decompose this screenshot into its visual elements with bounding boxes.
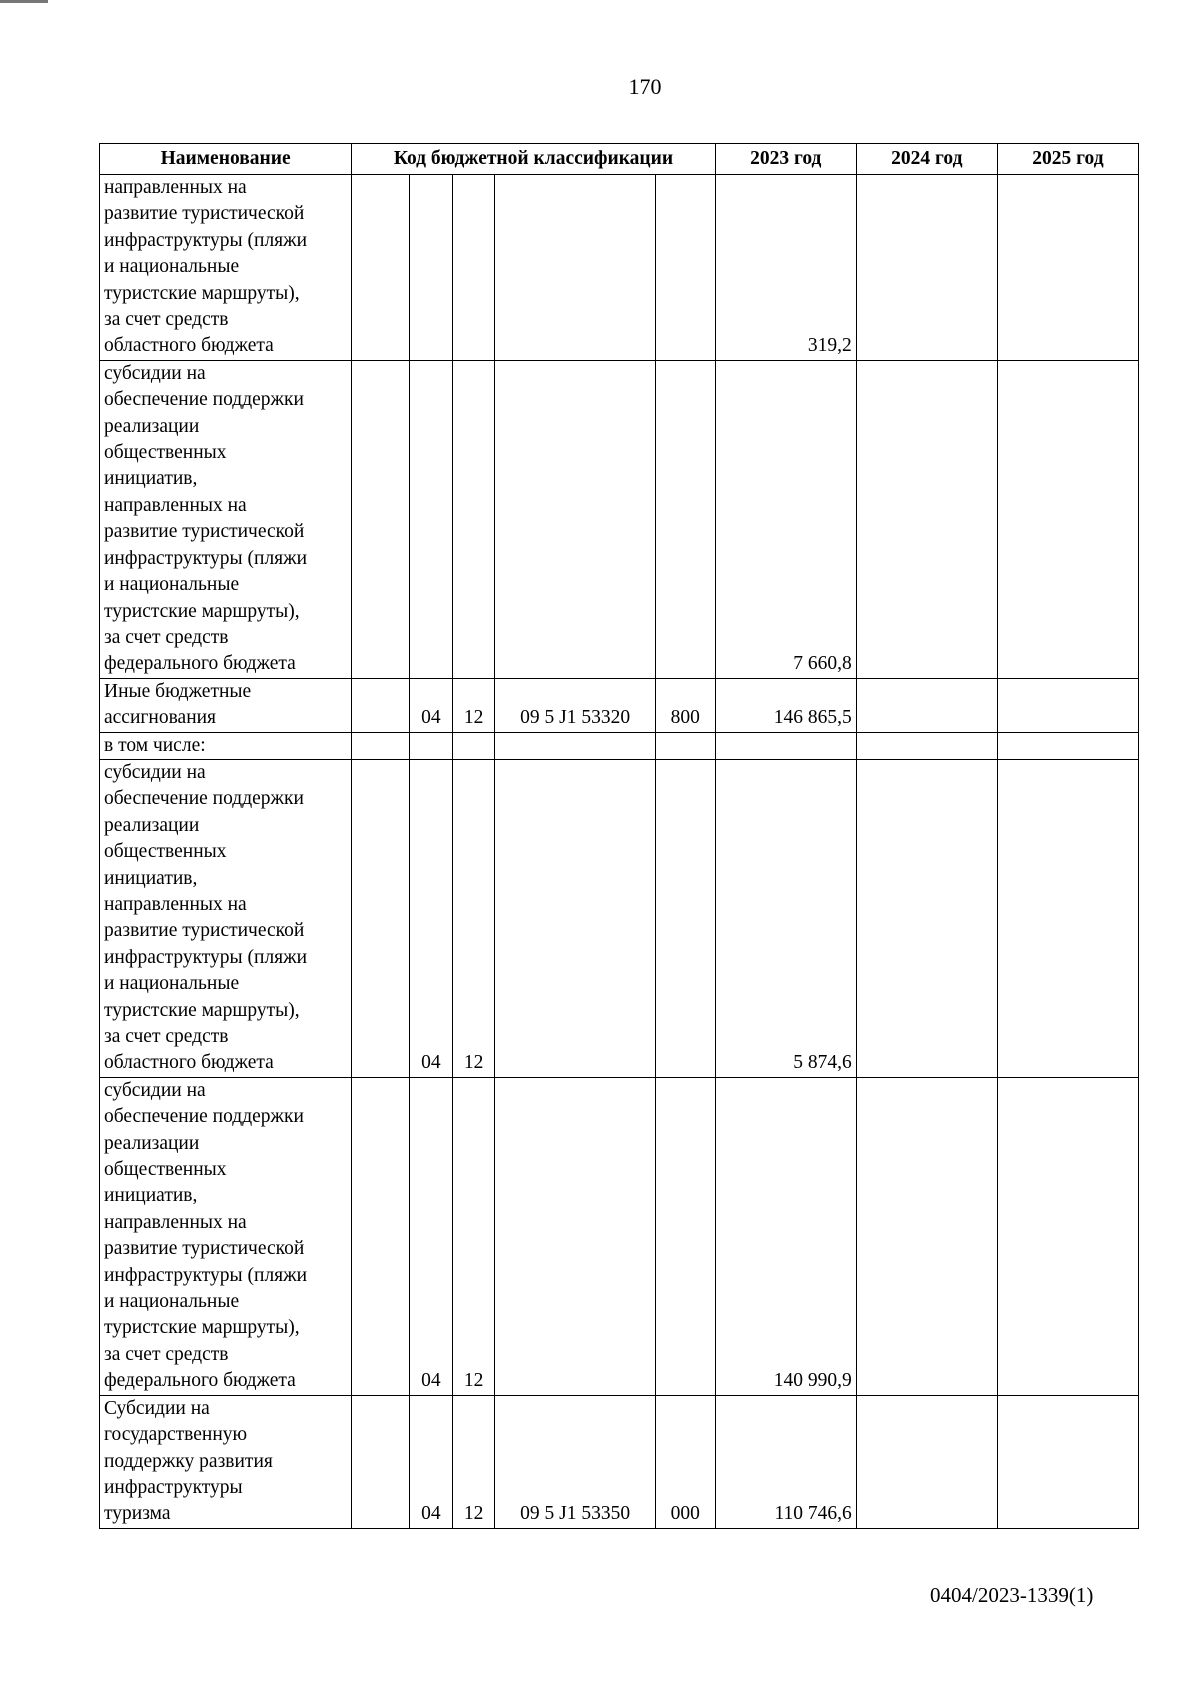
header-2024: 2024 год xyxy=(856,144,997,175)
cell-2024 xyxy=(856,175,997,361)
cell-2023: 5 874,6 xyxy=(715,759,856,1077)
table-header-row xyxy=(100,144,1139,175)
cell-2024 xyxy=(856,1077,997,1395)
cell-code-subsection: 12 xyxy=(452,1077,495,1395)
cell-code-ministry xyxy=(352,1395,410,1528)
cell-name: Иные бюджетные ассигнования xyxy=(100,678,352,732)
cell-code-section: 04 xyxy=(409,759,452,1077)
cell-2024 xyxy=(856,732,997,759)
table-row xyxy=(100,360,1139,678)
cell-code-target xyxy=(495,732,655,759)
cell-2023: 146 865,5 xyxy=(715,678,856,732)
page-number: 170 xyxy=(628,74,662,99)
cell-code-subsection: 12 xyxy=(452,759,495,1077)
cell-name: субсидии на обеспечение поддержки реализации общественных инициатив, направленных на развитие туристической инфраструктуры (пляжи и национальные туристские маршруты), за счет средств федерального бюджета xyxy=(100,360,352,678)
cell-code-section xyxy=(409,360,452,678)
cell-2025 xyxy=(997,175,1138,361)
table-row xyxy=(100,1077,1139,1395)
table-row xyxy=(100,732,1139,759)
cell-code-expense-type xyxy=(655,732,715,759)
cell-code-target: 09 5 J1 53350 xyxy=(495,1395,655,1528)
cell-code-expense-type: 000 xyxy=(655,1395,715,1528)
cell-2025 xyxy=(997,759,1138,1077)
cell-name: в том числе: xyxy=(100,732,352,759)
cell-2023: 7 660,8 xyxy=(715,360,856,678)
cell-2025 xyxy=(997,732,1138,759)
cell-code-target: 09 5 J1 53320 xyxy=(495,678,655,732)
cell-code-subsection xyxy=(452,360,495,678)
cell-code-target xyxy=(495,360,655,678)
cell-2024 xyxy=(856,360,997,678)
cell-code-subsection: 12 xyxy=(452,678,495,732)
cell-2025 xyxy=(997,360,1138,678)
cell-2024 xyxy=(856,678,997,732)
header-name: Наименование xyxy=(100,144,352,175)
cell-code-section xyxy=(409,732,452,759)
cell-code-ministry xyxy=(352,1077,410,1395)
cell-code-ministry xyxy=(352,360,410,678)
cell-code-section: 04 xyxy=(409,678,452,732)
cell-2024 xyxy=(856,1395,997,1528)
cell-code-subsection xyxy=(452,732,495,759)
cell-code-expense-type xyxy=(655,1077,715,1395)
cell-code-subsection: 12 xyxy=(452,1395,495,1528)
cell-code-section xyxy=(409,175,452,361)
table-row xyxy=(100,759,1139,1077)
cell-code-target xyxy=(495,175,655,361)
cell-code-ministry xyxy=(352,732,410,759)
cell-name: субсидии на обеспечение поддержки реализации общественных инициатив, направленных на развитие туристической инфраструктуры (пляжи и национальные туристские маршруты), за счет средств федерального бюджета xyxy=(100,1077,352,1395)
cell-2025 xyxy=(997,1395,1138,1528)
cell-2023: 140 990,9 xyxy=(715,1077,856,1395)
cell-2024 xyxy=(856,759,997,1077)
table-row xyxy=(100,678,1139,732)
cell-code-section: 04 xyxy=(409,1395,452,1528)
cell-name: субсидии на обеспечение поддержки реализации общественных инициатив, направленных на развитие туристической инфраструктуры (пляжи и национальные туристские маршруты), за счет средств областного бюджета xyxy=(100,759,352,1077)
budget-table xyxy=(99,143,1139,1529)
cell-2023: 110 746,6 xyxy=(715,1395,856,1528)
scan-edge-mark xyxy=(0,0,48,3)
header-2025: 2025 год xyxy=(997,144,1138,175)
cell-code-target xyxy=(495,759,655,1077)
cell-code-expense-type xyxy=(655,759,715,1077)
cell-2025 xyxy=(997,678,1138,732)
cell-code-target xyxy=(495,1077,655,1395)
document-code: 0404/2023-1339(1) xyxy=(930,1583,1094,1607)
cell-code-subsection xyxy=(452,175,495,361)
table-row xyxy=(100,1395,1139,1528)
header-2023: 2023 год xyxy=(715,144,856,175)
cell-code-expense-type: 800 xyxy=(655,678,715,732)
cell-name: Субсидии на государственную поддержку развития инфраструктуры туризма xyxy=(100,1395,352,1528)
cell-2023 xyxy=(715,732,856,759)
cell-2025 xyxy=(997,1077,1138,1395)
table-row xyxy=(100,175,1139,361)
cell-code-ministry xyxy=(352,175,410,361)
cell-code-section: 04 xyxy=(409,1077,452,1395)
cell-name: направленных на развитие туристической инфраструктуры (пляжи и национальные туристские маршруты), за счет средств областного бюджета xyxy=(100,175,352,361)
cell-code-expense-type xyxy=(655,175,715,361)
cell-code-ministry xyxy=(352,759,410,1077)
cell-code-ministry xyxy=(352,678,410,732)
header-code: Код бюджетной классификации xyxy=(352,144,715,175)
cell-code-expense-type xyxy=(655,360,715,678)
cell-2023: 319,2 xyxy=(715,175,856,361)
